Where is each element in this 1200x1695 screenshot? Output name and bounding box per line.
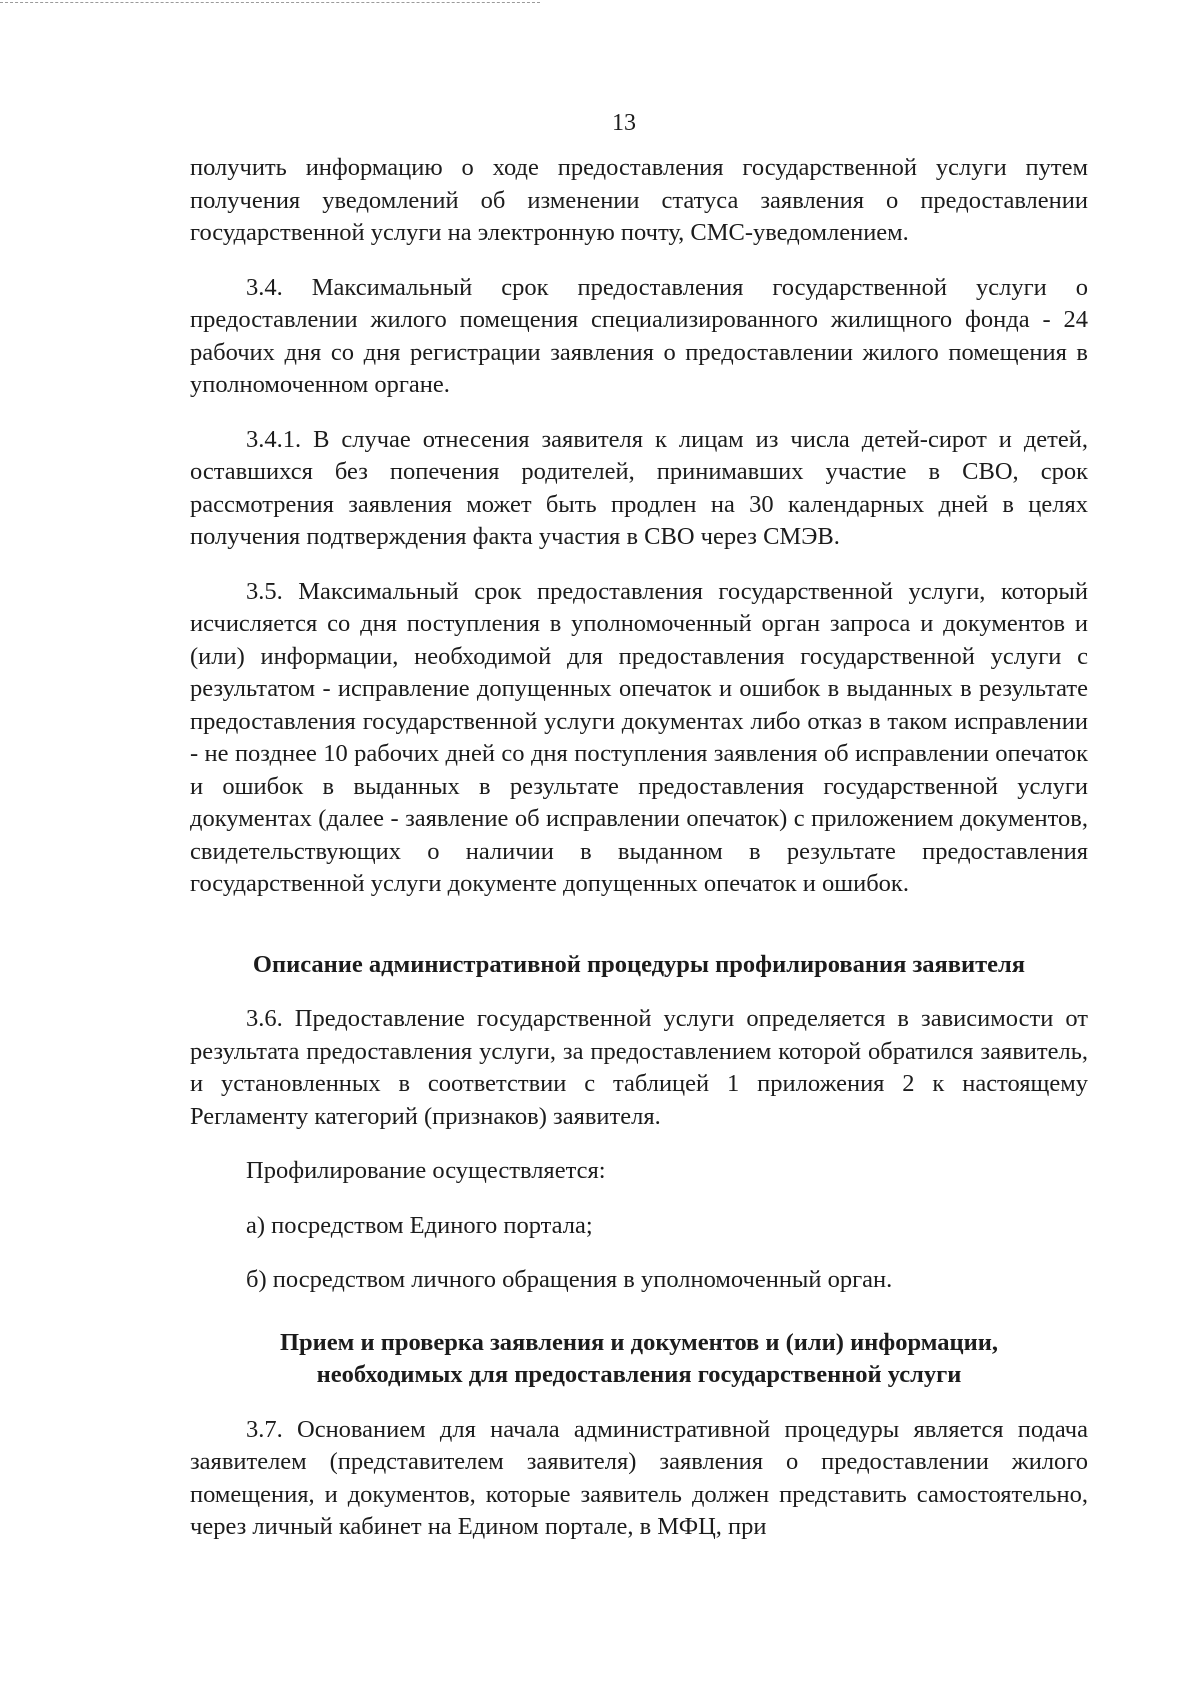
paragraph-3-4: 3.4. Максимальный срок предоставления государственной услуги о предоставлении жилого помещения специализированного жилищного фонда - 24 рабочих дня со дня регистрации заявления о предоставлении жилого помещения в уполномоченном органе. <box>190 273 1088 398</box>
page-number: 13 <box>612 110 636 136</box>
paragraph-3-7: 3.7. Основанием для начала административной процедуры является подача заявителем (представителем заявителя) заявления о предоставлении жилого помещения, и документов, которые заявитель должен представить самостоятельно, через личный кабинет на Едином портале, в МФЦ, при <box>190 1415 1088 1540</box>
paragraph-3-4-1: 3.4.1. В случае отнесения заявителя к лицам из числа детей-сирот и детей, оставшихся без попечения родителей, принимавших участие в СВО, срок рассмотрения заявления может быть продлен на 30 календарных дней в целях получения подтверждения факта участия в СВО через СМЭВ. <box>190 425 1088 550</box>
paragraph-3-5: 3.5. Максимальный срок предоставления государственной услуги, который исчисляется со дня поступления в уполномоченный орган запроса и документов и (или) информации, необходимой для предоставления государственной услуги с результатом - исправление допущенных опечаток и ошибок в выданных в результате предоставления государственной услуги документах либо отказ в таком исправлении - не позднее 10 рабочих дней со дня поступления заявления об исправлении опечаток и ошибок в выданных в результате предоставления государственной услуги документах (далее - заявление об исправлении опечаток) с приложением документов, свидетельствующих о наличии в выданном в результате предоставления государственной услуги документе допущенных опечаток и ошибок. <box>190 577 1088 897</box>
list-item-profiling-b: б) посредством личного обращения в уполномоченный орган. <box>246 1266 893 1293</box>
scan-edge-line <box>0 2 540 3</box>
paragraph-intro: получить информацию о ходе предоставления государственной услуги путем получения уведомлений об изменении статуса заявления о предоставлении государственной услуги на электронную почту, СМС-уведомлением. <box>190 154 1088 246</box>
paragraph-profiling-intro: Профилирование осуществляется: <box>246 1157 606 1184</box>
heading-reception: Прием и проверка заявления и документов и (или) информации, необходимых для предоставления государственной услуги <box>279 1328 998 1388</box>
paragraph-3-6: 3.6. Предоставление государственной услуги определяется в зависимости от результата предоставления услуги, за предоставлением которой обратился заявитель, и установленных в соответствии с таблицей 1 приложения 2 к настоящему Регламенту категорий (признаков) заявителя. <box>190 1005 1088 1130</box>
document-body <box>190 152 1088 1566</box>
list-item-profiling-a: а) посредством Единого портала; <box>246 1211 593 1239</box>
heading-profiling: Описание административной процедуры профилирования заявителя <box>252 950 1026 978</box>
